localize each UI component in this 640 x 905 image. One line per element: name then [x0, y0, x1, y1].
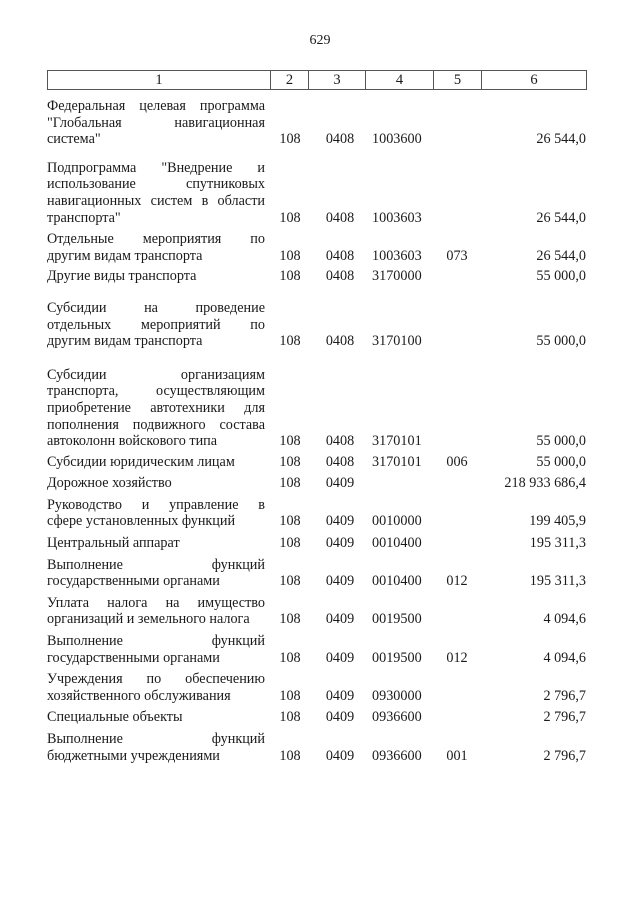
- row-c4-value: 1003603: [372, 209, 422, 226]
- table-row: [47, 475, 586, 492]
- row-description: [47, 497, 265, 530]
- column-header-1: 1: [48, 71, 271, 90]
- table-row: [47, 671, 586, 704]
- description-line: бюджетными учреждениями: [47, 747, 220, 764]
- row-c3-value: 0409: [325, 611, 355, 628]
- description-line: Дорожное хозяйство: [47, 475, 172, 492]
- description-line: использование спутниковых: [47, 176, 265, 193]
- table-row: [47, 595, 586, 628]
- row-c3-value: 0409: [325, 649, 355, 666]
- description-line: Субсидии организациям: [47, 366, 265, 383]
- row-c4-value: 0010000: [372, 513, 422, 530]
- description-line: навигационных систем в области: [47, 192, 265, 209]
- row-c3-value: 0408: [325, 453, 355, 470]
- table-row: [47, 367, 586, 450]
- table-row: [47, 98, 586, 148]
- description-line: транспорта, осуществляющим: [47, 383, 265, 400]
- description-line: Подпрограмма "Внедрение и: [47, 159, 265, 176]
- description-line: "Глобальная навигационная: [47, 114, 265, 131]
- description-line: Центральный аппарат: [47, 535, 180, 552]
- row-c3-value: 0409: [325, 513, 355, 530]
- row-c4-value: 3170100: [372, 333, 422, 350]
- row-c4-value: 0930000: [372, 687, 422, 704]
- row-description: [47, 160, 265, 226]
- description-line: государственными органами: [47, 573, 220, 590]
- description-line: приобретение автотехники для: [47, 399, 265, 416]
- row-description: [47, 731, 265, 764]
- row-c2-value: 108: [279, 209, 301, 226]
- row-c3-value: 0408: [325, 247, 355, 264]
- description-line: Отдельные мероприятия по: [47, 231, 265, 248]
- description-line: Субсидии на проведение: [47, 299, 265, 316]
- column-header-6: 6: [482, 71, 587, 90]
- column-header-table: [47, 70, 587, 90]
- row-c5-value: 006: [446, 453, 468, 470]
- row-c6-value: 195 311,3: [529, 535, 586, 552]
- row-c4-value: 3170000: [372, 268, 422, 285]
- row-c4-value: 0010400: [372, 573, 422, 590]
- description-line: Выполнение функций: [47, 731, 265, 747]
- table-row: [47, 557, 586, 590]
- row-c2-value: 108: [279, 131, 301, 148]
- row-c5-value: 001: [446, 747, 468, 764]
- row-c6-value: 218 933 686,4: [504, 475, 586, 492]
- table-row: [47, 268, 586, 285]
- row-description: [47, 595, 265, 628]
- description-line: Федеральная целевая программа: [47, 98, 265, 114]
- description-line: государственными органами: [47, 649, 220, 666]
- row-description: [47, 633, 265, 666]
- row-description: [47, 475, 265, 492]
- description-line: автоколонн войскового типа: [47, 433, 218, 450]
- row-c2-value: 108: [279, 709, 301, 726]
- row-c2-value: 108: [279, 611, 301, 628]
- row-description: [47, 709, 265, 726]
- description-line: другим видам транспорта: [47, 247, 203, 264]
- table-row: [47, 535, 586, 552]
- row-description: [47, 557, 265, 590]
- row-c6-value: 4 094,6: [543, 649, 586, 666]
- row-c6-value: 2 796,7: [543, 747, 586, 764]
- description-line: Специальные объекты: [47, 709, 183, 726]
- row-c5-value: 012: [446, 649, 468, 666]
- row-c3-value: 0408: [325, 209, 355, 226]
- row-c2-value: 108: [279, 333, 301, 350]
- row-c3-value: 0409: [325, 709, 355, 726]
- table-row: [47, 633, 586, 666]
- row-c6-value: 55 000,0: [536, 333, 586, 350]
- row-c2-value: 108: [279, 513, 301, 530]
- row-c4-value: 3170101: [372, 433, 422, 450]
- description-line: система": [47, 131, 101, 148]
- row-c6-value: 26 544,0: [536, 247, 586, 264]
- row-c2-value: 108: [279, 747, 301, 764]
- row-c2-value: 108: [279, 433, 301, 450]
- row-c3-value: 0408: [325, 333, 355, 350]
- row-c4-value: 0010400: [372, 535, 422, 552]
- row-c4-value: 3170101: [372, 453, 422, 470]
- description-line: организаций и земельного налога: [47, 611, 250, 628]
- row-c2-value: 108: [279, 268, 301, 285]
- row-c2-value: 108: [279, 535, 301, 552]
- row-c4-value: 1003603: [372, 247, 422, 264]
- description-line: пополнения подвижного состава: [47, 416, 265, 433]
- row-c3-value: 0408: [325, 131, 355, 148]
- row-c3-value: 0408: [325, 433, 355, 450]
- table-row: [47, 160, 586, 226]
- row-c4-value: 0019500: [372, 611, 422, 628]
- row-c6-value: 4 094,6: [543, 611, 586, 628]
- description-line: хозяйственного обслуживания: [47, 687, 231, 704]
- row-c2-value: 108: [279, 475, 301, 492]
- row-c2-value: 108: [279, 453, 301, 470]
- row-c6-value: 2 796,7: [543, 687, 586, 704]
- row-c3-value: 0408: [325, 268, 355, 285]
- description-line: сфере установленных функций: [47, 513, 236, 530]
- row-c3-value: 0409: [325, 747, 355, 764]
- row-c5-value: 073: [446, 247, 468, 264]
- row-c2-value: 108: [279, 649, 301, 666]
- description-line: Руководство и управление в: [47, 496, 265, 513]
- row-description: [47, 367, 265, 450]
- row-c6-value: 199 405,9: [529, 513, 586, 530]
- row-c3-value: 0409: [325, 687, 355, 704]
- table-row: [47, 731, 586, 764]
- description-line: Учреждения по обеспечению: [47, 671, 265, 688]
- row-c3-value: 0409: [325, 573, 355, 590]
- row-c2-value: 108: [279, 573, 301, 590]
- description-line: Другие виды транспорта: [47, 268, 197, 285]
- row-c4-value: 0936600: [372, 747, 422, 764]
- table-row: [47, 300, 586, 350]
- description-line: отдельных мероприятий по: [47, 316, 265, 333]
- description-line: Выполнение функций: [47, 633, 265, 650]
- column-header-5: 5: [434, 71, 482, 90]
- row-c4-value: 0019500: [372, 649, 422, 666]
- row-c2-value: 108: [279, 247, 301, 264]
- column-header-3: 3: [309, 71, 366, 90]
- row-c6-value: 26 544,0: [536, 131, 586, 148]
- row-c6-value: 26 544,0: [536, 209, 586, 226]
- table-row: [47, 709, 586, 726]
- description-line: транспорта": [47, 209, 121, 226]
- row-description: [47, 535, 265, 552]
- description-line: другим видам транспорта: [47, 333, 203, 350]
- row-c4-value: 0936600: [372, 709, 422, 726]
- row-c2-value: 108: [279, 687, 301, 704]
- table-row: [47, 497, 586, 530]
- row-c3-value: 0409: [325, 535, 355, 552]
- budget-table-body: [47, 98, 586, 764]
- row-description: [47, 454, 265, 471]
- description-line: Выполнение функций: [47, 556, 265, 573]
- row-c5-value: 012: [446, 573, 468, 590]
- row-c6-value: 55 000,0: [536, 268, 586, 285]
- table-row: [47, 231, 586, 264]
- row-description: [47, 231, 265, 264]
- page-number: 629: [309, 33, 331, 48]
- row-description: [47, 300, 265, 350]
- table-row: [47, 454, 586, 471]
- row-description: [47, 671, 265, 704]
- column-header-4: 4: [366, 71, 434, 90]
- row-c6-value: 55 000,0: [536, 433, 586, 450]
- row-c6-value: 195 311,3: [529, 573, 586, 590]
- row-description: [47, 98, 265, 148]
- row-c6-value: 55 000,0: [536, 453, 586, 470]
- row-c4-value: 1003600: [372, 131, 422, 148]
- column-header-2: 2: [271, 71, 309, 90]
- row-c6-value: 2 796,7: [543, 709, 586, 726]
- row-description: [47, 268, 265, 285]
- description-line: Уплата налога на имущество: [47, 594, 265, 611]
- row-c3-value: 0409: [325, 475, 355, 492]
- description-line: Субсидии юридическим лицам: [47, 453, 235, 470]
